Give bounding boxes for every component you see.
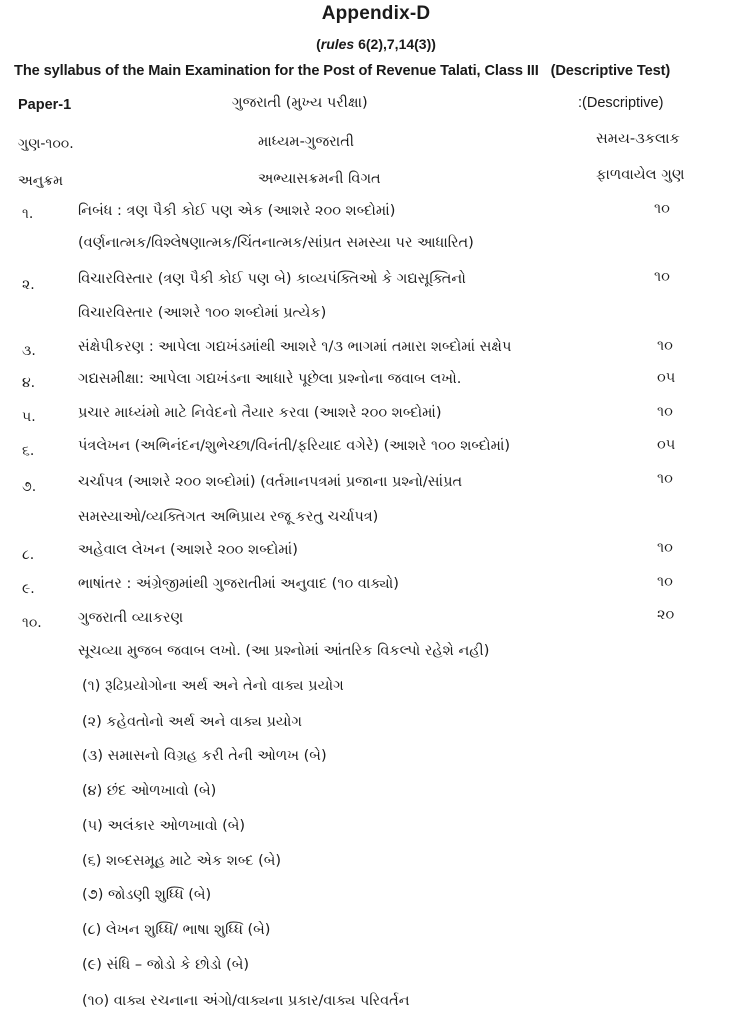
item-number: ૫. — [22, 409, 36, 425]
item-number: ૩. — [22, 343, 36, 359]
grammar-subitem: (૧૦) વાક્ય રચનાના અંગો/વાક્યના પ્રકાર/વાક્ય પરિવર્તન — [82, 993, 410, 1009]
item-text: (વર્ણનાત્મક/વિશ્લેષણાત્મક/ચિંતનાત્મક/સાંપ્રત સમસ્યા પર આધારિત) — [78, 235, 474, 251]
item-text: વિચારવિસ્તાર (ત્રણ પૈકી કોઈ પણ બે) કાવ્યપંક્તિઓ કે ગદ્યસૂક્તિનો — [78, 271, 466, 287]
grammar-subitem: (૬) શબ્દસમૂહ માટે એક શબ્દ (બે) — [82, 853, 282, 869]
item-text: સૂચવ્યા મુજબ જવાબ લખો. (આ પ્રશ્નોમાં આંતરિક વિકલ્પો રહેશે નહી) — [78, 643, 490, 659]
item-marks: ૧૦ — [657, 338, 673, 354]
item-text: પ્રચાર માધ્યંમો માટે નિવેદનો તૈયાર કરવા (આશરે ૨૦૦ શબ્દોમાં) — [78, 405, 442, 421]
item-marks: ૨૦ — [657, 607, 675, 623]
grammar-subitem: (૫) અલંકાર ઓળખાવો (બે) — [82, 818, 246, 834]
item-number: ૬. — [22, 443, 35, 459]
item-marks: ૧૦ — [657, 404, 673, 420]
item-text: અહેવાલ લેખન (આશરે ૨૦૦ શબ્દોમાં) — [78, 542, 298, 558]
item-number: ૯. — [22, 581, 35, 597]
grammar-subitem: (૨) કહેવતોનો અર્થ અને વાક્ય પ્રયોગ — [82, 714, 302, 730]
grammar-subitem: (૮) લેખન શુધ્ધિ/ ભાષા શુધ્ધિ (બે) — [82, 922, 271, 938]
item-number: ૭. — [22, 479, 37, 495]
item-number: ૪. — [22, 375, 36, 391]
column-details: અભ્યાસક્રમની વિગત — [258, 171, 381, 187]
item-text: ભાષાંતર : અંગ્રેજીમાંથી ગુજરાતીમાં અનુવાદ (૧૦ વાક્યો) — [78, 576, 399, 592]
item-marks: ૧૦ — [657, 574, 673, 590]
column-marks: ફાળવાયેલ ગુણ — [596, 167, 685, 183]
item-text: ગદ્યસમીક્ષા: આપેલા ગદ્યખંડના આધારે પૂછેલા પ્રશ્નોના જવાબ લખો. — [78, 371, 462, 387]
item-marks: ૧૦ — [654, 269, 670, 285]
item-number: ૨. — [22, 277, 35, 293]
total-marks: ગુણ-૧૦૦. — [18, 136, 74, 152]
grammar-subitem: (૧) રૂઢિપ્રયોગોના અર્થ અને તેનો વાક્ય પ્રયોગ — [82, 678, 344, 694]
column-serial: અનુક્રમ — [18, 173, 63, 189]
item-marks: ૧૦ — [654, 201, 670, 217]
item-text: ગુજરાતી વ્યાકરણ — [78, 610, 184, 626]
paper-type: :(Descriptive) — [578, 95, 664, 111]
grammar-subitem: (૯) સંધિ – જોડો કે છોડો (બે) — [82, 957, 250, 973]
exam-time: સમય-૩કલાક — [596, 131, 680, 147]
item-marks: ૦૫ — [657, 437, 676, 453]
rules-word: rules — [320, 36, 355, 52]
appendix-title: Appendix-D — [321, 3, 431, 24]
item-text: નિબંધ : ત્રણ પૈકી કોઈ પણ એક (આશરે ૨૦૦ શબ્દોમાં) — [78, 203, 396, 219]
paper-label: Paper-1 — [18, 97, 72, 113]
syllabus-heading: The syllabus of the Main Examination for the Post of Revenue Talati, Class III (Descriptive Test) — [14, 63, 671, 79]
grammar-subitem: (૭) જોડણી શુધ્ધિ (બે) — [82, 887, 212, 903]
rules-reference: (rules 6(2),7,14(3)) — [316, 36, 436, 52]
item-number: ૧૦. — [22, 615, 42, 631]
item-text: પંત્રલેખન (અભિનંદન/શુભેચ્છા/વિનંતી/ફરિયાદ વગેરે) (આશરે ૧૦૦ શબ્દોમાં) — [78, 438, 511, 454]
item-marks: ૦૫ — [657, 370, 676, 386]
grammar-subitem: (૪) છંદ ઓળખાવો (બે) — [82, 783, 217, 799]
medium: માધ્યમ-ગુજરાતી — [258, 134, 354, 150]
item-number: ૧. — [22, 206, 34, 222]
grammar-subitem: (૩) સમાસનો વિગ્રહ કરી તેની ઓળખ (બે) — [82, 748, 327, 764]
item-text: વિચારવિસ્તાર (આશરે ૧૦૦ શબ્દોમાં પ્રત્યેક) — [78, 305, 327, 321]
item-text: ચર્ચાપત્ર (આશરે ૨૦૦ શબ્દોમાં) (વર્તમાનપત્રમાં પ્રજાના પ્રશ્નો/સાંપ્રત — [78, 474, 463, 490]
paper-subject: ગુજરાતી (મુખ્ય પરીક્ષા) — [232, 95, 368, 111]
item-marks: ૧૦ — [657, 471, 673, 487]
item-text: સંક્ષેપીકરણ : આપેલા ગદ્યખંડમાંથી આશરે ૧/૩ ભાગમાં તમારા શબ્દોમાં સક્ષેપ — [78, 339, 512, 355]
item-marks: ૧૦ — [657, 540, 673, 556]
item-text: સમસ્યાઓ/વ્યક્તિગત અભિપ્રાય રજૂ કરતુ ચર્ચાપત્ર) — [78, 509, 379, 525]
item-number: ૮. — [22, 547, 35, 563]
